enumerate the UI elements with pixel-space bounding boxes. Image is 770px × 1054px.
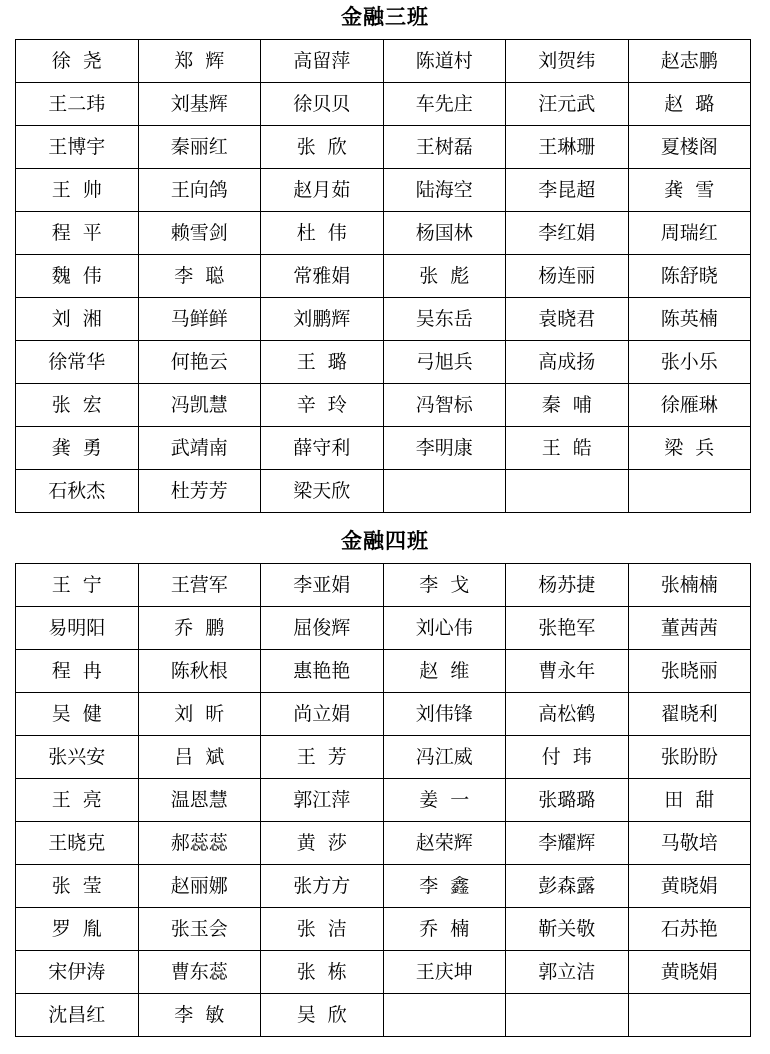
name-cell: 赵 维 — [383, 650, 506, 693]
name-cell: 姜 一 — [383, 779, 506, 822]
name-cell — [383, 994, 506, 1037]
name-cell: 梁 兵 — [628, 427, 751, 470]
name-cell: 杨国林 — [383, 212, 506, 255]
name-cell: 王博宇 — [16, 126, 139, 169]
name-cell: 王树磊 — [383, 126, 506, 169]
table-row — [16, 83, 751, 126]
section-title-finance-4: 金融四班 — [341, 528, 429, 553]
name-cell: 程 平 — [16, 212, 139, 255]
name-cell: 何艳云 — [138, 341, 261, 384]
name-cell: 龚 雪 — [628, 169, 751, 212]
table-row — [16, 994, 751, 1037]
name-cell: 赵月茹 — [261, 169, 384, 212]
name-cell: 李耀辉 — [506, 822, 629, 865]
name-cell: 龚 勇 — [16, 427, 139, 470]
name-cell: 夏楼阁 — [628, 126, 751, 169]
name-cell: 赵荣辉 — [383, 822, 506, 865]
table-row — [16, 427, 751, 470]
name-cell: 刘伟锋 — [383, 693, 506, 736]
name-cell: 张 莹 — [16, 865, 139, 908]
name-cell: 王 璐 — [261, 341, 384, 384]
table-row — [16, 650, 751, 693]
name-cell: 陈舒晓 — [628, 255, 751, 298]
name-cell: 车先庄 — [383, 83, 506, 126]
name-cell: 赵 璐 — [628, 83, 751, 126]
name-cell: 张玉会 — [138, 908, 261, 951]
name-cell: 李亚娟 — [261, 564, 384, 607]
name-cell: 郝蕊蕊 — [138, 822, 261, 865]
name-cell: 靳关敬 — [506, 908, 629, 951]
name-cell: 张盼盼 — [628, 736, 751, 779]
name-cell: 付 玮 — [506, 736, 629, 779]
name-cell: 刘心伟 — [383, 607, 506, 650]
name-cell: 王 宁 — [16, 564, 139, 607]
name-cell — [383, 470, 506, 513]
name-cell: 彭森露 — [506, 865, 629, 908]
name-cell: 高留萍 — [261, 40, 384, 83]
table-row — [16, 40, 751, 83]
name-cell: 陈秋根 — [138, 650, 261, 693]
name-cell: 王晓克 — [16, 822, 139, 865]
name-cell: 徐贝贝 — [261, 83, 384, 126]
table-row — [16, 822, 751, 865]
name-cell: 武靖南 — [138, 427, 261, 470]
name-cell: 周瑞红 — [628, 212, 751, 255]
name-cell: 王庆坤 — [383, 951, 506, 994]
name-cell: 黄晓娟 — [628, 951, 751, 994]
name-cell: 石秋杰 — [16, 470, 139, 513]
name-cell: 杜芳芳 — [138, 470, 261, 513]
table-row — [16, 693, 751, 736]
name-cell: 李昆超 — [506, 169, 629, 212]
name-cell: 张璐璐 — [506, 779, 629, 822]
name-cell: 赖雪剑 — [138, 212, 261, 255]
table-row — [16, 908, 751, 951]
name-cell: 屈俊辉 — [261, 607, 384, 650]
name-cell: 黄晓娟 — [628, 865, 751, 908]
name-cell: 马敬培 — [628, 822, 751, 865]
name-cell: 张晓丽 — [628, 650, 751, 693]
name-cell: 刘基辉 — [138, 83, 261, 126]
name-cell: 王 帅 — [16, 169, 139, 212]
table-row — [16, 736, 751, 779]
name-cell: 薛守利 — [261, 427, 384, 470]
table-row — [16, 298, 751, 341]
name-cell: 魏 伟 — [16, 255, 139, 298]
name-cell: 张小乐 — [628, 341, 751, 384]
name-cell: 冯智标 — [383, 384, 506, 427]
name-cell: 李红娟 — [506, 212, 629, 255]
name-cell: 张 欣 — [261, 126, 384, 169]
name-cell: 刘贺纬 — [506, 40, 629, 83]
name-cell: 董茜茜 — [628, 607, 751, 650]
name-cell: 王向鸽 — [138, 169, 261, 212]
name-cell: 秦 哺 — [506, 384, 629, 427]
name-cell: 吴 欣 — [261, 994, 384, 1037]
name-cell: 辛 玲 — [261, 384, 384, 427]
name-cell: 张 洁 — [261, 908, 384, 951]
table-row — [16, 779, 751, 822]
name-cell: 郭江萍 — [261, 779, 384, 822]
table-row — [16, 384, 751, 427]
name-cell: 高松鹤 — [506, 693, 629, 736]
name-cell: 杨连丽 — [506, 255, 629, 298]
name-cell: 李 聪 — [138, 255, 261, 298]
name-cell: 张 栋 — [261, 951, 384, 994]
name-cell: 易明阳 — [16, 607, 139, 650]
name-cell: 乔 鹏 — [138, 607, 261, 650]
name-cell: 陆海空 — [383, 169, 506, 212]
name-cell: 陈道村 — [383, 40, 506, 83]
name-cell: 赵志鹏 — [628, 40, 751, 83]
name-cell: 吕 斌 — [138, 736, 261, 779]
name-cell: 王二玮 — [16, 83, 139, 126]
name-cell — [628, 994, 751, 1037]
name-cell: 李明康 — [383, 427, 506, 470]
name-cell: 吴 健 — [16, 693, 139, 736]
table-row — [16, 607, 751, 650]
table-row — [16, 212, 751, 255]
name-cell: 冯江威 — [383, 736, 506, 779]
name-cell: 李 戈 — [383, 564, 506, 607]
name-cell: 秦丽红 — [138, 126, 261, 169]
name-cell: 郭立洁 — [506, 951, 629, 994]
section-title-finance-3: 金融三班 — [341, 4, 429, 29]
name-cell: 徐常华 — [16, 341, 139, 384]
name-cell: 程 冉 — [16, 650, 139, 693]
name-cell: 张兴安 — [16, 736, 139, 779]
name-cell: 田 甜 — [628, 779, 751, 822]
name-cell: 张 彪 — [383, 255, 506, 298]
name-cell: 李 敏 — [138, 994, 261, 1037]
name-cell: 曹永年 — [506, 650, 629, 693]
table-row — [16, 470, 751, 513]
name-cell: 赵丽娜 — [138, 865, 261, 908]
name-cell: 杜 伟 — [261, 212, 384, 255]
name-cell: 王 芳 — [261, 736, 384, 779]
name-cell: 常雅娟 — [261, 255, 384, 298]
name-cell: 尚立娟 — [261, 693, 384, 736]
name-cell: 翟晓利 — [628, 693, 751, 736]
name-cell: 郑 辉 — [138, 40, 261, 83]
name-cell: 罗 胤 — [16, 908, 139, 951]
table-row — [16, 865, 751, 908]
name-cell: 袁晓君 — [506, 298, 629, 341]
name-cell: 曹东蕊 — [138, 951, 261, 994]
name-cell — [628, 470, 751, 513]
name-cell: 高成扬 — [506, 341, 629, 384]
name-cell — [506, 994, 629, 1037]
name-cell: 惠艳艳 — [261, 650, 384, 693]
name-cell: 刘 昕 — [138, 693, 261, 736]
name-cell: 马鲜鲜 — [138, 298, 261, 341]
table-row — [16, 255, 751, 298]
name-cell: 温恩慧 — [138, 779, 261, 822]
table-row — [16, 169, 751, 212]
name-cell: 宋伊涛 — [16, 951, 139, 994]
name-cell: 陈英楠 — [628, 298, 751, 341]
name-cell: 刘 湘 — [16, 298, 139, 341]
name-cell: 黄 莎 — [261, 822, 384, 865]
name-cell: 刘鹏辉 — [261, 298, 384, 341]
roster-table-finance-3 — [15, 39, 751, 513]
name-cell: 石苏艳 — [628, 908, 751, 951]
table-row — [16, 564, 751, 607]
name-cell: 张方方 — [261, 865, 384, 908]
name-cell: 王琳珊 — [506, 126, 629, 169]
name-cell — [506, 470, 629, 513]
name-cell: 张 宏 — [16, 384, 139, 427]
roster-table-finance-4 — [15, 563, 751, 1037]
name-cell: 李 鑫 — [383, 865, 506, 908]
name-cell: 张艳军 — [506, 607, 629, 650]
name-cell: 吴东岳 — [383, 298, 506, 341]
name-cell: 梁天欣 — [261, 470, 384, 513]
name-cell: 王 皓 — [506, 427, 629, 470]
name-cell: 王营军 — [138, 564, 261, 607]
name-cell: 张楠楠 — [628, 564, 751, 607]
name-cell: 乔 楠 — [383, 908, 506, 951]
table-row — [16, 126, 751, 169]
table-row — [16, 951, 751, 994]
name-cell: 冯凯慧 — [138, 384, 261, 427]
table-row — [16, 341, 751, 384]
name-cell: 徐 尧 — [16, 40, 139, 83]
name-cell: 王 亮 — [16, 779, 139, 822]
name-cell: 杨苏捷 — [506, 564, 629, 607]
name-cell: 弓旭兵 — [383, 341, 506, 384]
name-cell: 徐雁琳 — [628, 384, 751, 427]
name-cell: 沈昌红 — [16, 994, 139, 1037]
name-cell: 汪元武 — [506, 83, 629, 126]
